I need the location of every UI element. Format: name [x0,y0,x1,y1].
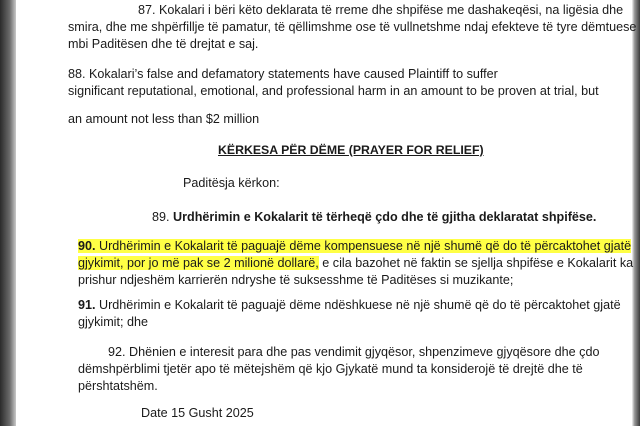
para-90-line-3: prishur ndjeshëm karrierën ndryshe të suksesshme të Paditëses si muzikante; [78,273,514,287]
para-87-line-1: 87. Kokalari i bëri këto deklarata të rreme dhe shpifëse me dashakeqësi, na ligësia dhe [138,3,624,17]
left-frame-edge [0,0,16,426]
para-87-line-3: mbi Paditësen dhe të drejtat e saj. [68,37,259,51]
para-87-line-2: smira, dhe me shpërfillje të pamatur, të qëllimshme ose të vullnetshme ndaj efekteve të tyre dëmtuese [68,20,637,34]
para-90-line-1 [78,238,631,255]
para-92-line-1: 92. Dhënien e interesit para dhe pas vendimit gjyqësor, shpenzimeve gjyqësore dhe çdo [108,345,600,359]
para-91-line-1 [78,297,621,314]
para-90-highlighted-amount: gjykimit, por jo më pak se 2 milionë dollarë, [78,256,319,270]
para-90-line-1-text: Urdhërimin e Kokalarit të paguajë dëme kompensuese në një shumë që do të përcaktohet gjatë [99,239,632,253]
para-92-line-3: përshtatshëm. [78,379,158,393]
intro-text: Paditësja kërkon: [183,176,280,190]
para-89-number: 89. [152,210,170,224]
document-date: Date 15 Gusht 2025 [141,406,254,420]
para-89 [152,209,596,226]
para-91-number: 91. [78,298,96,312]
para-90-number: 90. [78,239,96,253]
para-91-line-1-text: Urdhërimin e Kokalarit të paguajë dëme ndëshkuese në një shumë që do të përcaktohet gjatë [99,298,621,312]
prayer-for-relief-heading: KËRKESA PËR DËME (PRAYER FOR RELIEF) [218,143,484,157]
para-88-line-3: an amount not less than $2 million [68,112,260,126]
para-88-line-1: 88. Kokalari’s false and defamatory statements have caused Plaintiff to suffer [68,67,498,81]
para-91-line-2: gjykimit; dhe [78,315,148,329]
para-89-text: Urdhërimin e Kokalarit të tërheqë çdo dhe të gjitha deklaratat shpifëse. [173,210,597,224]
document-page [16,0,637,426]
right-frame-edge [632,0,640,426]
para-88-line-2: significant reputational, emotional, and professional harm in an amount to be proven at trial, but [68,84,599,98]
para-92-line-2: dëmshpërblimi tjetër apo të mëtejshëm që kjo Gjykatë mund ta konsiderojë të drejtë dhe të [78,362,583,376]
para-90-line-2 [78,255,633,272]
para-90-line-2-rest: e cila bazohet në faktin se sjellja shpifëse e Kokalarit ka [318,256,634,270]
